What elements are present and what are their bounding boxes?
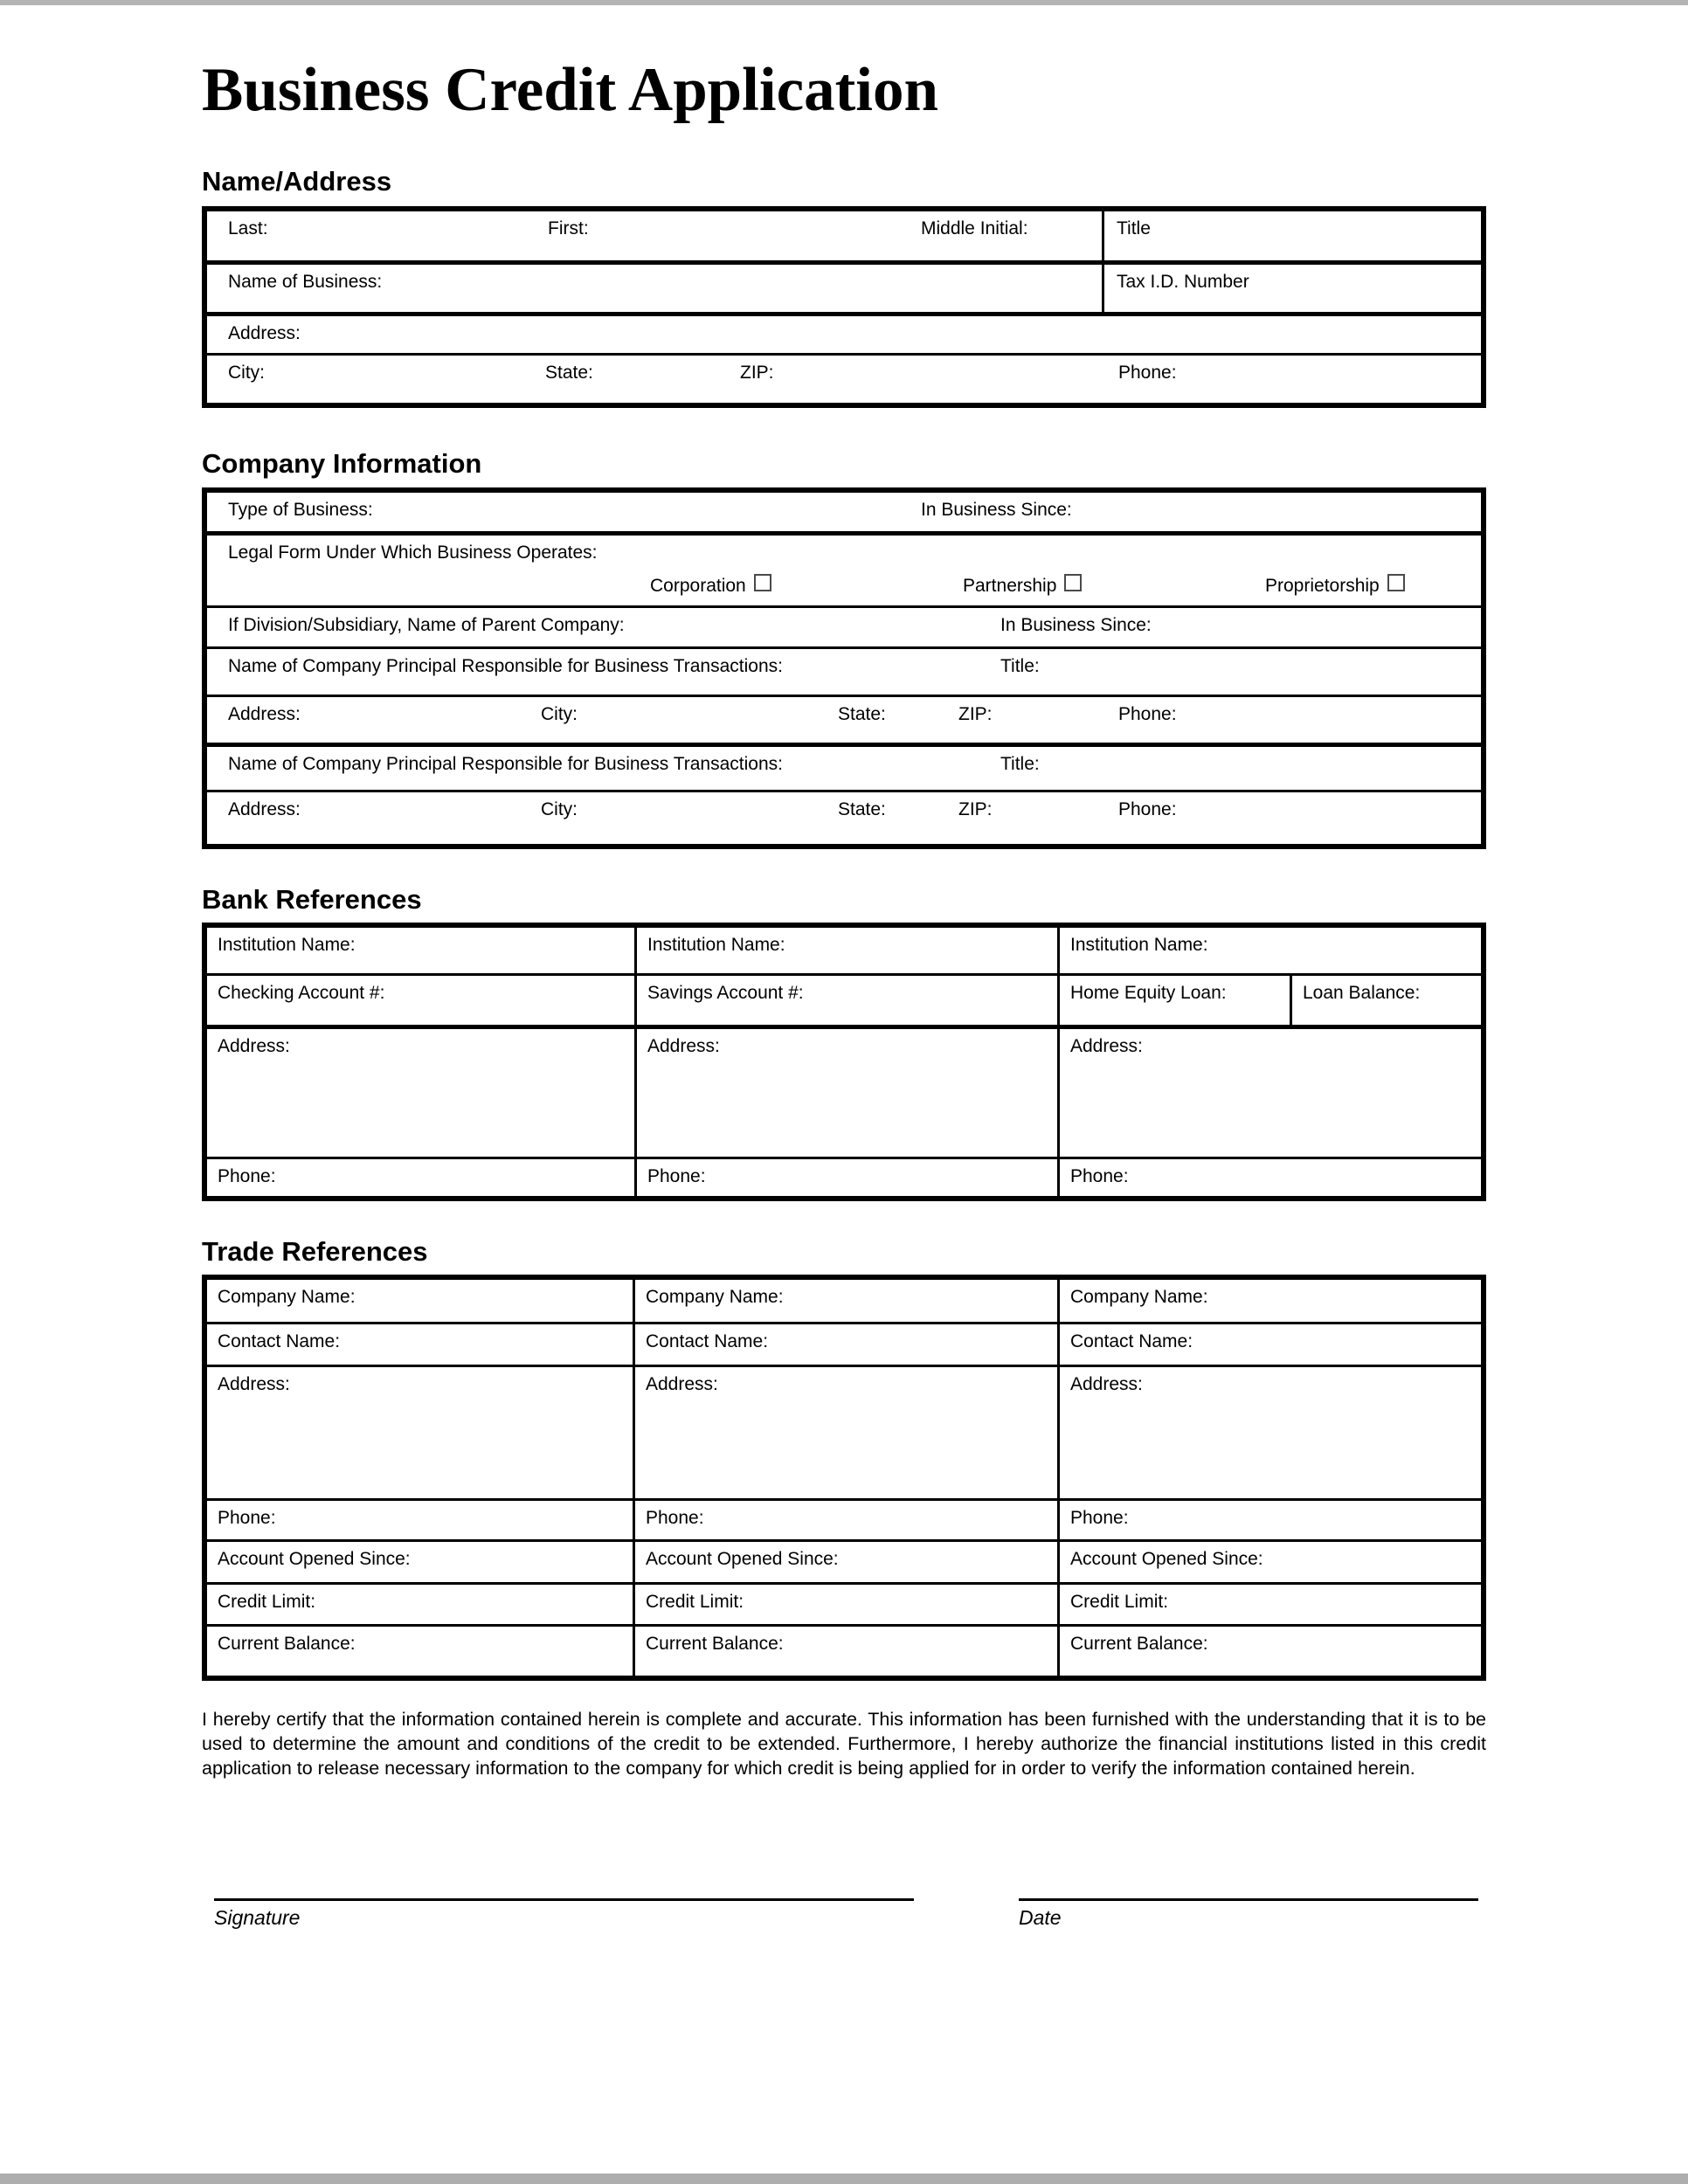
corporation-option [650,574,771,598]
principal-1-address-row[interactable] [207,697,1481,747]
trade3-contact-name-label: Contact Name: [1070,1330,1193,1351]
principal-2-row[interactable] [207,747,1481,792]
trade-ref-column-1 [207,1280,635,1676]
bank1-institution-field[interactable] [207,928,634,976]
parent-company-label: If Division/Subsidiary, Name of Parent Company: [228,615,625,636]
principal-1-address-label: Address: [228,704,301,725]
trade1-contact-name-field[interactable] [207,1324,633,1367]
bank1-phone-field[interactable] [207,1159,634,1196]
bank1-address-field[interactable] [207,1029,634,1159]
signature-section [214,1898,1486,1930]
signature-block [214,1898,914,1930]
bank2-address-field[interactable] [637,1029,1057,1159]
business-name-row [207,265,1481,316]
principal-2-state-label: State: [838,799,886,820]
principal-1-zip-label: ZIP: [958,704,993,725]
trade2-phone-label: Phone: [646,1507,704,1528]
principal-1-label: Name of Company Principal Responsible for Business Transactions: [228,656,783,677]
trade2-credit-limit-field[interactable] [635,1585,1057,1627]
trade3-phone-field[interactable] [1060,1501,1481,1542]
type-of-business-row[interactable] [207,493,1481,536]
bank-references-table [202,923,1486,1201]
trade3-current-balance-label: Current Balance: [1070,1633,1208,1654]
trade2-contact-name-label: Contact Name: [646,1330,769,1351]
corporation-label: Corporation [650,576,746,597]
bank-ref-column-1 [207,928,637,1196]
middle-initial-label: Middle Initial: [921,218,1028,238]
trade3-address-field[interactable] [1060,1367,1481,1501]
title-field-cell[interactable] [1104,211,1481,260]
bank3-phone-field[interactable] [1060,1159,1481,1196]
bank1-address-label: Address: [218,1036,290,1057]
trade1-current-balance-field[interactable] [207,1627,633,1676]
bank3-address-label: Address: [1070,1036,1143,1057]
phone-label: Phone: [1118,362,1177,383]
trade2-credit-limit-label: Credit Limit: [646,1591,744,1612]
trade-ref-column-2 [635,1280,1060,1676]
trade2-address-label: Address: [646,1373,718,1394]
business-name-field-cell[interactable] [207,265,1104,312]
corporation-checkbox[interactable] [754,574,771,591]
legal-form-row [207,536,1481,608]
date-line[interactable] [1019,1898,1478,1901]
in-business-since-label: In Business Since: [921,500,1072,521]
home-equity-loan-label: Home Equity Loan: [1070,983,1227,1004]
trade1-account-opened-label: Account Opened Since: [218,1548,411,1569]
principal-2-address-row[interactable] [207,792,1481,844]
bank1-phone-label: Phone: [218,1166,276,1187]
trade3-company-name-label: Company Name: [1070,1286,1208,1307]
trade-ref-column-3 [1060,1280,1481,1676]
tax-id-field-cell[interactable] [1104,265,1481,312]
section-heading-bank-references: Bank References [202,884,422,916]
principal-2-city-label: City: [541,799,578,820]
type-of-business-label: Type of Business: [228,500,373,521]
trade1-credit-limit-field[interactable] [207,1585,633,1627]
city-label: City: [228,362,265,383]
city-state-zip-phone-row[interactable] [207,356,1481,403]
principal-1-state-label: State: [838,704,886,725]
trade2-current-balance-label: Current Balance: [646,1633,784,1654]
name-row [207,211,1481,265]
principal-2-phone-label: Phone: [1118,799,1177,820]
parent-company-row[interactable] [207,608,1481,649]
zip-label: ZIP: [740,362,774,383]
principal-1-phone-label: Phone: [1118,704,1177,725]
bank3-phone-label: Phone: [1070,1166,1129,1187]
company-information-table [202,487,1486,849]
partnership-option [963,574,1082,598]
principal-2-label: Name of Company Principal Responsible for Business Transactions: [228,754,783,775]
name-address-table [202,206,1486,408]
loan-balance-field[interactable] [1292,976,1481,1025]
trade3-credit-limit-field[interactable] [1060,1585,1481,1627]
bank2-institution-label: Institution Name: [647,935,785,956]
trade3-account-opened-field[interactable] [1060,1542,1481,1585]
trade2-company-name-label: Company Name: [646,1286,784,1307]
parent-in-business-since-label: In Business Since: [1000,615,1152,636]
title-label: Title [1117,218,1151,238]
business-name-label: Name of Business: [228,271,383,292]
principal-2-title-label: Title: [1000,754,1040,775]
home-equity-row [1060,976,1481,1029]
proprietorship-label: Proprietorship [1265,576,1380,597]
signature-label: Signature [214,1905,301,1929]
trade3-company-name-field[interactable] [1060,1280,1481,1324]
document-title: Business Credit Application [202,56,938,124]
page-edge-bottom [0,2174,1688,2184]
bank-ref-column-3 [1060,928,1481,1196]
checking-account-label: Checking Account #: [218,983,385,1004]
tax-id-label: Tax I.D. Number [1117,271,1249,292]
trade1-company-name-label: Company Name: [218,1286,356,1307]
name-fields-cell[interactable] [207,211,1104,260]
trade1-company-name-field[interactable] [207,1280,633,1324]
principal-1-row[interactable] [207,649,1481,697]
principal-2-zip-label: ZIP: [958,799,993,820]
trade2-address-field[interactable] [635,1367,1057,1501]
state-label: State: [545,362,593,383]
home-equity-loan-field[interactable] [1060,976,1292,1025]
bank3-institution-label: Institution Name: [1070,935,1208,956]
savings-account-label: Savings Account #: [647,983,804,1004]
trade2-current-balance-field[interactable] [635,1627,1057,1676]
proprietorship-option [1265,574,1405,598]
trade-references-table [202,1275,1486,1681]
trade1-address-field[interactable] [207,1367,633,1501]
address-label: Address: [228,322,301,343]
trade1-account-opened-field[interactable] [207,1542,633,1585]
bank3-institution-field[interactable] [1060,928,1481,976]
loan-balance-label: Loan Balance: [1303,983,1421,1004]
trade2-company-name-field[interactable] [635,1280,1057,1324]
legal-form-label: Legal Form Under Which Business Operates: [228,543,598,563]
trade3-credit-limit-label: Credit Limit: [1070,1591,1169,1612]
bank1-institution-label: Institution Name: [218,935,356,956]
section-heading-company-information: Company Information [202,447,482,479]
trade3-address-label: Address: [1070,1373,1143,1394]
trade2-account-opened-field[interactable] [635,1542,1057,1585]
first-name-label: First: [548,218,589,238]
bank2-phone-field[interactable] [637,1159,1057,1196]
date-label: Date [1019,1905,1062,1929]
principal-1-title-label: Title: [1000,656,1040,677]
trade1-contact-name-label: Contact Name: [218,1330,341,1351]
principal-2-address-label: Address: [228,799,301,820]
bank2-address-label: Address: [647,1036,720,1057]
partnership-checkbox[interactable] [1064,574,1082,591]
trade2-account-opened-label: Account Opened Since: [646,1548,839,1569]
signature-line[interactable] [214,1898,914,1901]
bank2-institution-field[interactable] [637,928,1057,976]
date-block [1019,1898,1478,1930]
trade3-phone-label: Phone: [1070,1507,1129,1528]
trade3-contact-name-field[interactable] [1060,1324,1481,1367]
trade1-credit-limit-label: Credit Limit: [218,1591,316,1612]
trade2-contact-name-field[interactable] [635,1324,1057,1367]
trade1-address-label: Address: [218,1373,290,1394]
form-content [202,0,1486,1930]
checking-account-field[interactable] [207,976,634,1029]
trade1-phone-label: Phone: [218,1507,276,1528]
trade2-phone-field[interactable] [635,1501,1057,1542]
certification-text: I hereby certify that the information contained herein is complete and accurate. This information has been furnished with the understanding that it is to be used to determine the amount and conditions of the credit to be extended. Furthermore, I hereby authorize the financial institutions listed in this credit application to release necessary information to the company for which credit is being applied for in order to verify the information contained herein. [202,1708,1486,1780]
trade3-current-balance-field[interactable] [1060,1627,1481,1676]
section-heading-name-address: Name/Address [202,166,392,197]
bank2-phone-label: Phone: [647,1166,706,1187]
address-row[interactable] [207,316,1481,356]
trade1-current-balance-label: Current Balance: [218,1633,356,1654]
partnership-label: Partnership [963,576,1057,597]
principal-1-city-label: City: [541,704,578,725]
proprietorship-checkbox[interactable] [1387,574,1405,591]
trade3-account-opened-label: Account Opened Since: [1070,1548,1263,1569]
savings-account-field[interactable] [637,976,1057,1029]
bank-ref-column-2 [637,928,1060,1196]
bank3-address-field[interactable] [1060,1029,1481,1159]
section-heading-trade-references: Trade References [202,1236,428,1268]
trade1-phone-field[interactable] [207,1501,633,1542]
last-name-label: Last: [228,218,268,238]
